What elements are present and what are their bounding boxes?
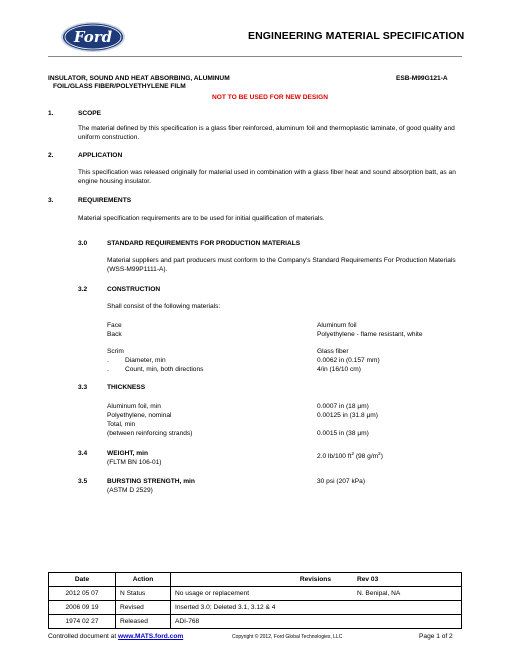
pe-thickness-value: 0.00125 in (31.8 μm): [317, 412, 378, 419]
section-2-number: 2.: [48, 152, 54, 159]
row-action: N Status: [116, 587, 171, 601]
weight-value: [317, 450, 383, 461]
row-date: 2006 09 19: [49, 601, 116, 615]
controlled-text: Controlled document at: [48, 633, 119, 640]
face-label: Face: [107, 322, 122, 329]
weight-sup-b: 2: [378, 451, 381, 456]
diameter-value: 0.0062 in (0.157 mm): [317, 357, 380, 364]
controlled-document-note: [48, 633, 183, 640]
spec-number: ESB-M99G121-A: [396, 75, 448, 82]
section-3-5-title: BURSTING STRENGTH, min: [107, 478, 195, 485]
weight-method: (FLTM BN 106-01): [107, 459, 162, 466]
row-action: Released: [116, 615, 171, 629]
material-title-line2: FOIL/GLASS FIBER/POLYETHYLENE FILM: [53, 83, 186, 90]
section-3-2-title: CONSTRUCTION: [107, 286, 161, 293]
copyright-notice: Copyright © 2012, Ford Global Technologies, LLC: [232, 634, 343, 640]
section-2-title: APPLICATION: [78, 152, 123, 159]
weight-value-b: (98 g/m: [353, 453, 379, 461]
back-value: Polyethylene - flame resistant, white: [317, 331, 423, 338]
section-3-3-number: 3.3: [78, 384, 88, 391]
table-row: [49, 587, 462, 601]
revision-header-row: [49, 573, 462, 587]
revisions-header: Revisions: [171, 573, 350, 587]
row-author: N. Benipal, NA: [349, 587, 462, 601]
section-3-2-number: 3.2: [78, 286, 88, 293]
material-title-line1: INSULATOR, SOUND AND HEAT ABSORBING, ALUMINUM: [48, 75, 230, 82]
ford-logo: [60, 21, 126, 53]
pe-thickness-label: Polyethylene, nominal: [107, 412, 172, 419]
section-1-title: SCOPE: [78, 110, 102, 117]
foil-thickness-value: 0.0007 in (18 μm): [317, 403, 369, 410]
weight-value-c: ): [380, 453, 383, 461]
row-description: No usage or replacement: [171, 587, 350, 601]
section-3-0-text: Material suppliers and part producers must conform to the Company's Standard Requirements For Production Materials (WSS-M99P1111-A).: [107, 257, 456, 273]
section-2-text: This specification was released originally for material used in combination with a glass fiber heat and sound absorption batt, as an engine housing insulator.: [78, 169, 456, 185]
table-row: [49, 615, 462, 629]
status-notice: NOT TO BE USED FOR NEW DESIGN: [211, 94, 328, 101]
section-3-number: 3.: [48, 197, 54, 204]
row-author: [349, 601, 462, 615]
section-1-number: 1.: [48, 110, 54, 117]
weight-value-a: 2.0 lb/100 ft: [317, 453, 352, 461]
page-number: Page 1 of 2: [419, 633, 453, 640]
section-1-text: The material defined by this specification is a glass fiber reinforced, aluminum foil and thermoplastic laminate, of good quality and uniform construction.: [78, 125, 455, 141]
section-3-0-title: STANDARD REQUIREMENTS FOR PRODUCTION MATERIALS: [107, 240, 301, 247]
strands-label: (between reinforcing strands): [107, 430, 193, 437]
scrim-label: Scrim: [107, 348, 124, 355]
row-description: ADI-768: [171, 615, 350, 629]
rev-number-header: Rev 03: [349, 573, 462, 587]
construction-intro: Shall consist of the following materials:: [107, 303, 221, 310]
revision-table: [48, 572, 462, 629]
diameter-label: Diameter, min: [125, 357, 166, 364]
bursting-method: (ASTM D 2529): [107, 487, 153, 494]
face-value: Aluminum foil: [317, 322, 357, 329]
diameter-bullet: .: [107, 357, 109, 364]
mats-link[interactable]: www.MATS.ford.com: [118, 633, 184, 640]
section-3-3-title: THICKNESS: [107, 384, 146, 391]
section-3-0-number: 3.0: [78, 240, 88, 247]
count-bullet: .: [107, 366, 109, 373]
foil-thickness-label: Aluminum foil, min: [107, 403, 161, 410]
count-value: 4/in (16/10 cm): [317, 366, 361, 373]
back-label: Back: [107, 331, 122, 338]
section-3-4-number: 3.4: [78, 450, 88, 457]
row-author: [349, 615, 462, 629]
total-thickness-value: 0.0015 in (38 μm): [317, 430, 369, 437]
row-action: Revised: [116, 601, 171, 615]
section-3-5-number: 3.5: [78, 478, 88, 485]
header-divider: [48, 56, 462, 57]
row-date: 1974 02 27: [49, 615, 116, 629]
date-header: Date: [49, 573, 116, 587]
scrim-value: Glass fiber: [317, 348, 349, 355]
bursting-value: 30 psi (207 kPa): [317, 478, 366, 485]
weight-sup-a: 2: [351, 451, 354, 456]
document-title: ENGINEERING MATERIAL SPECIFICATION: [248, 30, 465, 42]
total-thickness-label: Total, min: [107, 421, 136, 428]
action-header: Action: [116, 573, 171, 587]
logo-wordmark: Ford: [73, 28, 113, 46]
section-3-text: Material specification requirements are to be used for initial qualification of materials.: [78, 215, 325, 222]
table-row: [49, 601, 462, 615]
section-3-title: REQUIREMENTS: [78, 197, 132, 204]
material-title: [48, 75, 230, 91]
section-3-4-title: WEIGHT, min: [107, 450, 149, 457]
row-description: Inserted 3.0; Deleted 3.1, 3.12 & 4: [171, 601, 350, 615]
count-label: Count, min, both directions: [125, 366, 204, 373]
row-date: 2012 05 07: [49, 587, 116, 601]
